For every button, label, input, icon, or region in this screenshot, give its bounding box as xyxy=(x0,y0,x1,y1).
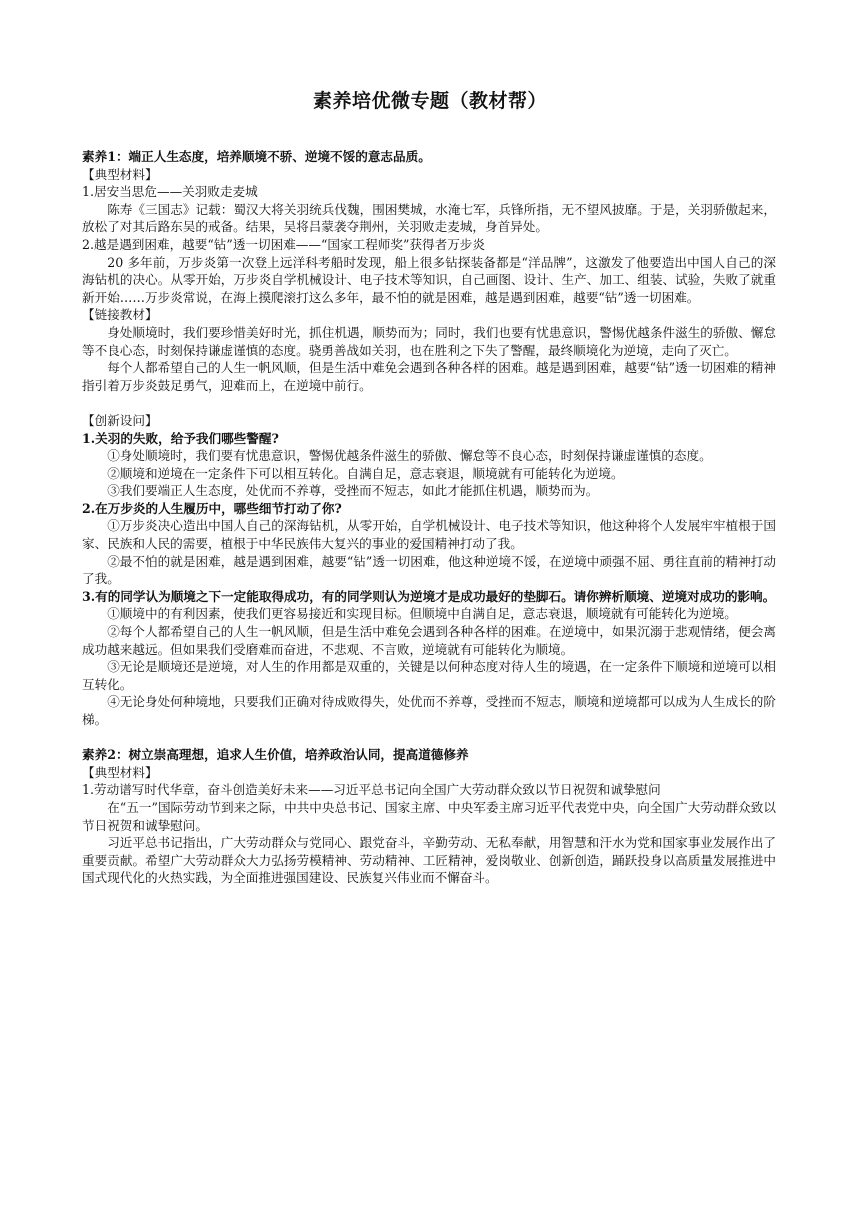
document-body xyxy=(82,148,776,887)
question-1: 1.关羽的失败，给予我们哪些警醒? xyxy=(82,430,279,446)
answer-2-1: ①万步炎决心造出中国人自己的深海钻机，从零开始，自学机械设计、电子技术等知识，他这种将个人发展牢牢植根于国家、民族和人民的需要，植根于中华民族伟大复兴的事业的爱国精神打动了我。 xyxy=(82,518,776,552)
link-paragraph-2: 每个人都希望自己的人生一帆风顺，但是生活中难免会遇到各种各样的困难。越是遇到困难，越要“钻”透一切困难的精神指引着万步炎鼓足勇气，迎难而上，在逆境中前行。 xyxy=(82,360,776,393)
label-typical-material: 【典型材料】 xyxy=(82,166,158,182)
material-title-1: 1.居安当思危——关羽败走麦城 xyxy=(82,184,258,200)
material-title-2-1: 1.劳动谱写时代华章，奋斗创造美好未来——习近平总书记向全国广大劳动群众致以节日祝贺和诚挚慰问 xyxy=(82,782,661,798)
spacer xyxy=(82,729,776,747)
label-typical-material-2: 【典型材料】 xyxy=(82,764,158,780)
answer-1-2: ②顺境和逆境在一定条件下可以相互转化。自满自足，意志衰退，顺境就有可能转化为逆境。 xyxy=(107,465,624,481)
spacer xyxy=(82,394,776,412)
page-title: 素养培优微专题（教材帮） xyxy=(312,90,547,112)
question-2: 2.在万步炎的人生履历中，哪些细节打动了你? xyxy=(82,500,342,516)
answer-3-1: ①顺境中的有利因素，使我们更容易接近和实现目标。但顺境中自满自足，意志衰退，顺境就有可能转化为逆境。 xyxy=(107,606,737,622)
label-link-textbook: 【链接教材】 xyxy=(82,307,158,323)
material-paragraph-2-2: 习近平总书记指出，广大劳动群众与党同心、跟党奋斗，辛勤劳动、无私奉献，用智慧和汗水为党和国家事业发展作出了重要贡献。希望广大劳动群众大力弘扬劳模精神、劳动精神、工匠精神，爱岗敬业、创新创造，踊跃投身以高质量发展推进中国式现代化的火热实践，为全面推进强国建设、民族复兴伟业而不懈奋斗。 xyxy=(82,835,776,886)
question-3: 3.有的同学认为顺境之下一定能取得成功，有的同学则认为逆境才是成功最好的垫脚石。请你辨析顺境、逆境对成功的影响。 xyxy=(82,588,776,604)
section-heading-2: 素养2：树立崇高理想，追求人生价值，培养政治认同，提高道德修养 xyxy=(82,747,469,763)
answer-3-4: ④无论身处何种境地，只要我们正确对待成败得失，处优而不养尊，受挫而不短志，顺境和逆境都可以成为人生成长的阶梯。 xyxy=(82,694,776,727)
section-heading-1: 素养1：端正人生态度，培养顺境不骄、逆境不馁的意志品质。 xyxy=(82,149,431,164)
answer-2-2: ②最不怕的就是困难，越是遇到困难，越要“钻”透一切困难，他这种逆境不馁，在逆境中顽强不屈、勇往直前的精神打动了我。 xyxy=(82,553,776,587)
material-paragraph-2-1: 在“五一”国际劳动节到来之际，中共中央总书记、国家主席、中央军委主席习近平代表党中央，向全国广大劳动群众致以节日祝贺和诚挚慰问。 xyxy=(82,799,776,833)
answer-3-3: ③无论是顺境还是逆境，对人生的作用都是双重的，关键是以何种态度对待人生的境遇，在一定条件下顺境和逆境可以相互转化。 xyxy=(82,659,776,692)
answer-1-1: ①身处顺境时，我们要有忧患意识，警惕优越条件滋生的骄傲、懈怠等不良心态，时刻保持谦虚谨慎的态度。 xyxy=(107,448,712,464)
link-paragraph-1: 身处顺境时，我们要珍惜美好时光，抓住机遇，顺势而为；同时，我们也要有忧患意识，警惕优越条件滋生的骄傲、懈怠等不良心态，时刻保持谦虚谨慎的态度。骁勇善战如关羽，也在胜利之下失了警醒，最终顺境化为逆境，走向了灭亡。 xyxy=(82,324,776,358)
material-title-2: 2.越是遇到困难，越要“钻”透一切困难——“国家工程师奖”获得者万步炎 xyxy=(82,236,485,252)
answer-3-2: ②每个人都希望自己的人生一帆风顺，但是生活中难免会遇到各种各样的困难。在逆境中，如果沉溺于悲观情绪，便会离成功越来越远。但如果我们受磨难而奋进，不悲观、不言败，逆境就有可能转化为顺境。 xyxy=(82,624,776,657)
material-body-1: 陈寿《三国志》记载：蜀汉大将关羽统兵伐魏，围困樊城，水淹七军，兵锋所指，无不望风披靡。于是，关羽骄傲起来，放松了对其后路东吴的戒备。结果，吴将吕蒙袭夺荆州，关羽败走麦城，身首异处。 xyxy=(82,201,776,235)
material-body-2: 20 多年前，万步炎第一次登上远洋科考船时发现，船上很多钻探装备都是“洋品牌”，这激发了他要造出中国人自己的深海钻机的决心。从零开始，万步炎自学机械设计、电子技术等知识，自己画图、设计、生产、加工、组装、试验，失败了就重新开始……万步炎常说，在海上摸爬滚打这么多年，最不怕的就是困难，越是遇到困难，越要“钻”透一切困难。 xyxy=(82,254,776,305)
answer-1-3: ③我们要端正人生态度，处优而不养尊，受挫而不短志，如此才能抓住机遇，顺势而为。 xyxy=(107,483,599,499)
label-innovative-questions: 【创新设问】 xyxy=(82,412,158,428)
